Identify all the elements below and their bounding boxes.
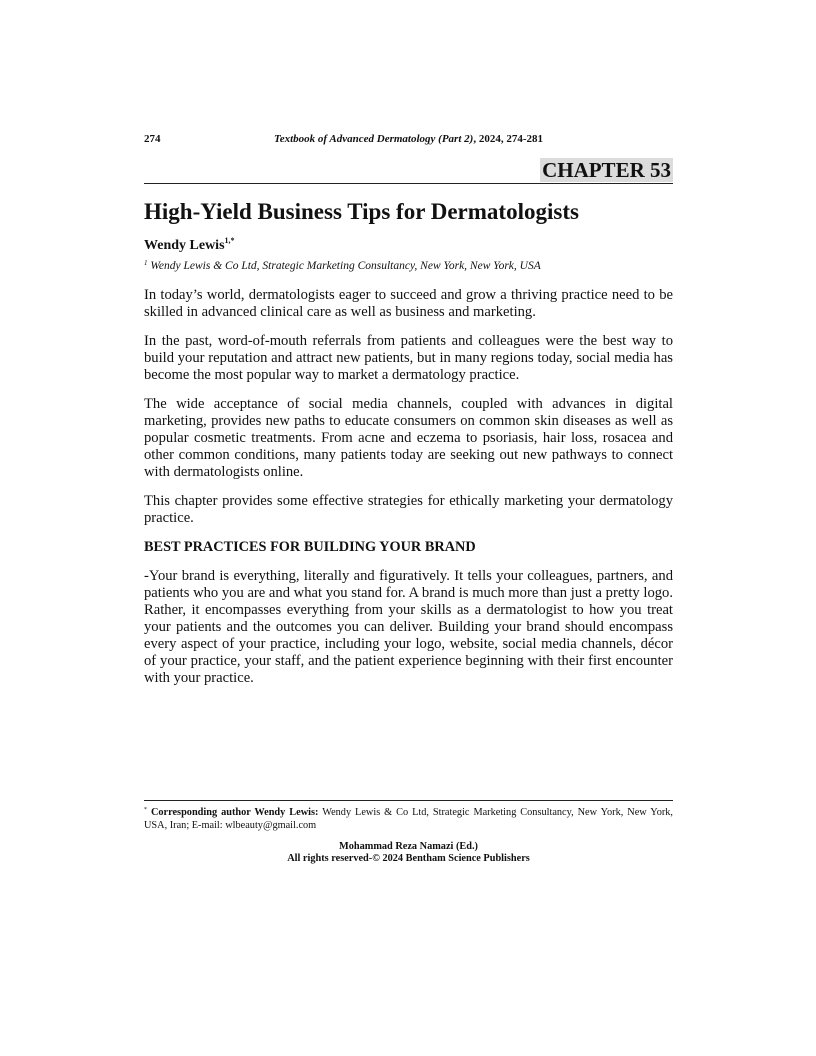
footnote-text: Wendy Lewis & Co Ltd, Strategic Marketing Consultancy, New York, New York, USA, Iran; E-mail: wlbeauty@gmail.com — [144, 807, 673, 831]
author-superscript: 1,* — [224, 236, 235, 245]
footnote-marker: * — [144, 807, 147, 813]
rights-line: All rights reserved-© 2024 Bentham Science Publishers — [287, 853, 530, 864]
paragraph: The wide acceptance of social media channels, coupled with advances in digital marketing, provides new paths to educate consumers on common skin diseases as well as popular cosmetic treatments. From acne and eczema to psoriasis, hair loss, rosacea and other common conditions, many patients today are seeking out new pathways to connect with dermatologists online. — [144, 396, 673, 480]
publisher-footer — [144, 841, 673, 865]
author-name: Wendy Lewis — [144, 238, 225, 253]
affiliation — [144, 259, 541, 272]
paragraph: -Your brand is everything, literally and figuratively. It tells your colleagues, partners, and patients who you are and what you stand for. A brand is much more than just a pretty logo. Rather, it encompasses everything from your skills as a dermatologist to how you treat your patients and the outcomes you can deliver. Building your brand should encompass every aspect of your practice, including your logo, website, social media channels, décor of your practice, your staff, and the patient experience beginning with their first encounter with your practice. — [144, 568, 673, 686]
affiliation-superscript: 1 — [144, 259, 148, 267]
running-head — [144, 133, 673, 147]
journal-citation — [144, 133, 673, 145]
footnote — [144, 804, 673, 832]
paragraph: In the past, word-of-mouth referrals from patients and colleagues were the best way to build your reputation and attract new patients, but in many regions today, social media has become the most popular way to market a dermatology practice. — [144, 333, 673, 383]
chapter-header — [144, 158, 673, 184]
page-number: 274 — [144, 133, 161, 145]
paragraph: This chapter provides some effective strategies for ethically marketing your dermatology practice. — [144, 493, 673, 526]
author-line — [144, 236, 235, 254]
affiliation-text: Wendy Lewis & Co Ltd, Strategic Marketing Consultancy, New York, New York, USA — [150, 260, 541, 272]
paragraph: In today’s world, dermatologists eager to succeed and grow a thriving practice need to be skilled in advanced clinical care as well as business and marketing. — [144, 287, 673, 320]
footnote-label: Corresponding author Wendy Lewis: — [150, 807, 319, 818]
journal-title: Textbook of Advanced Dermatology (Part 2) — [274, 133, 474, 145]
page — [144, 0, 673, 1056]
chapter-title: High-Yield Business Tips for Dermatologists — [144, 199, 579, 224]
journal-year-pages: , 2024, 274-281 — [473, 133, 543, 145]
editor-line: Mohammad Reza Namazi (Ed.) — [339, 841, 478, 852]
chapter-label: CHAPTER 53 — [542, 158, 671, 182]
footnote-divider — [144, 800, 673, 801]
body-text — [144, 287, 673, 699]
section-heading: BEST PRACTICES FOR BUILDING YOUR BRAND — [144, 539, 476, 555]
